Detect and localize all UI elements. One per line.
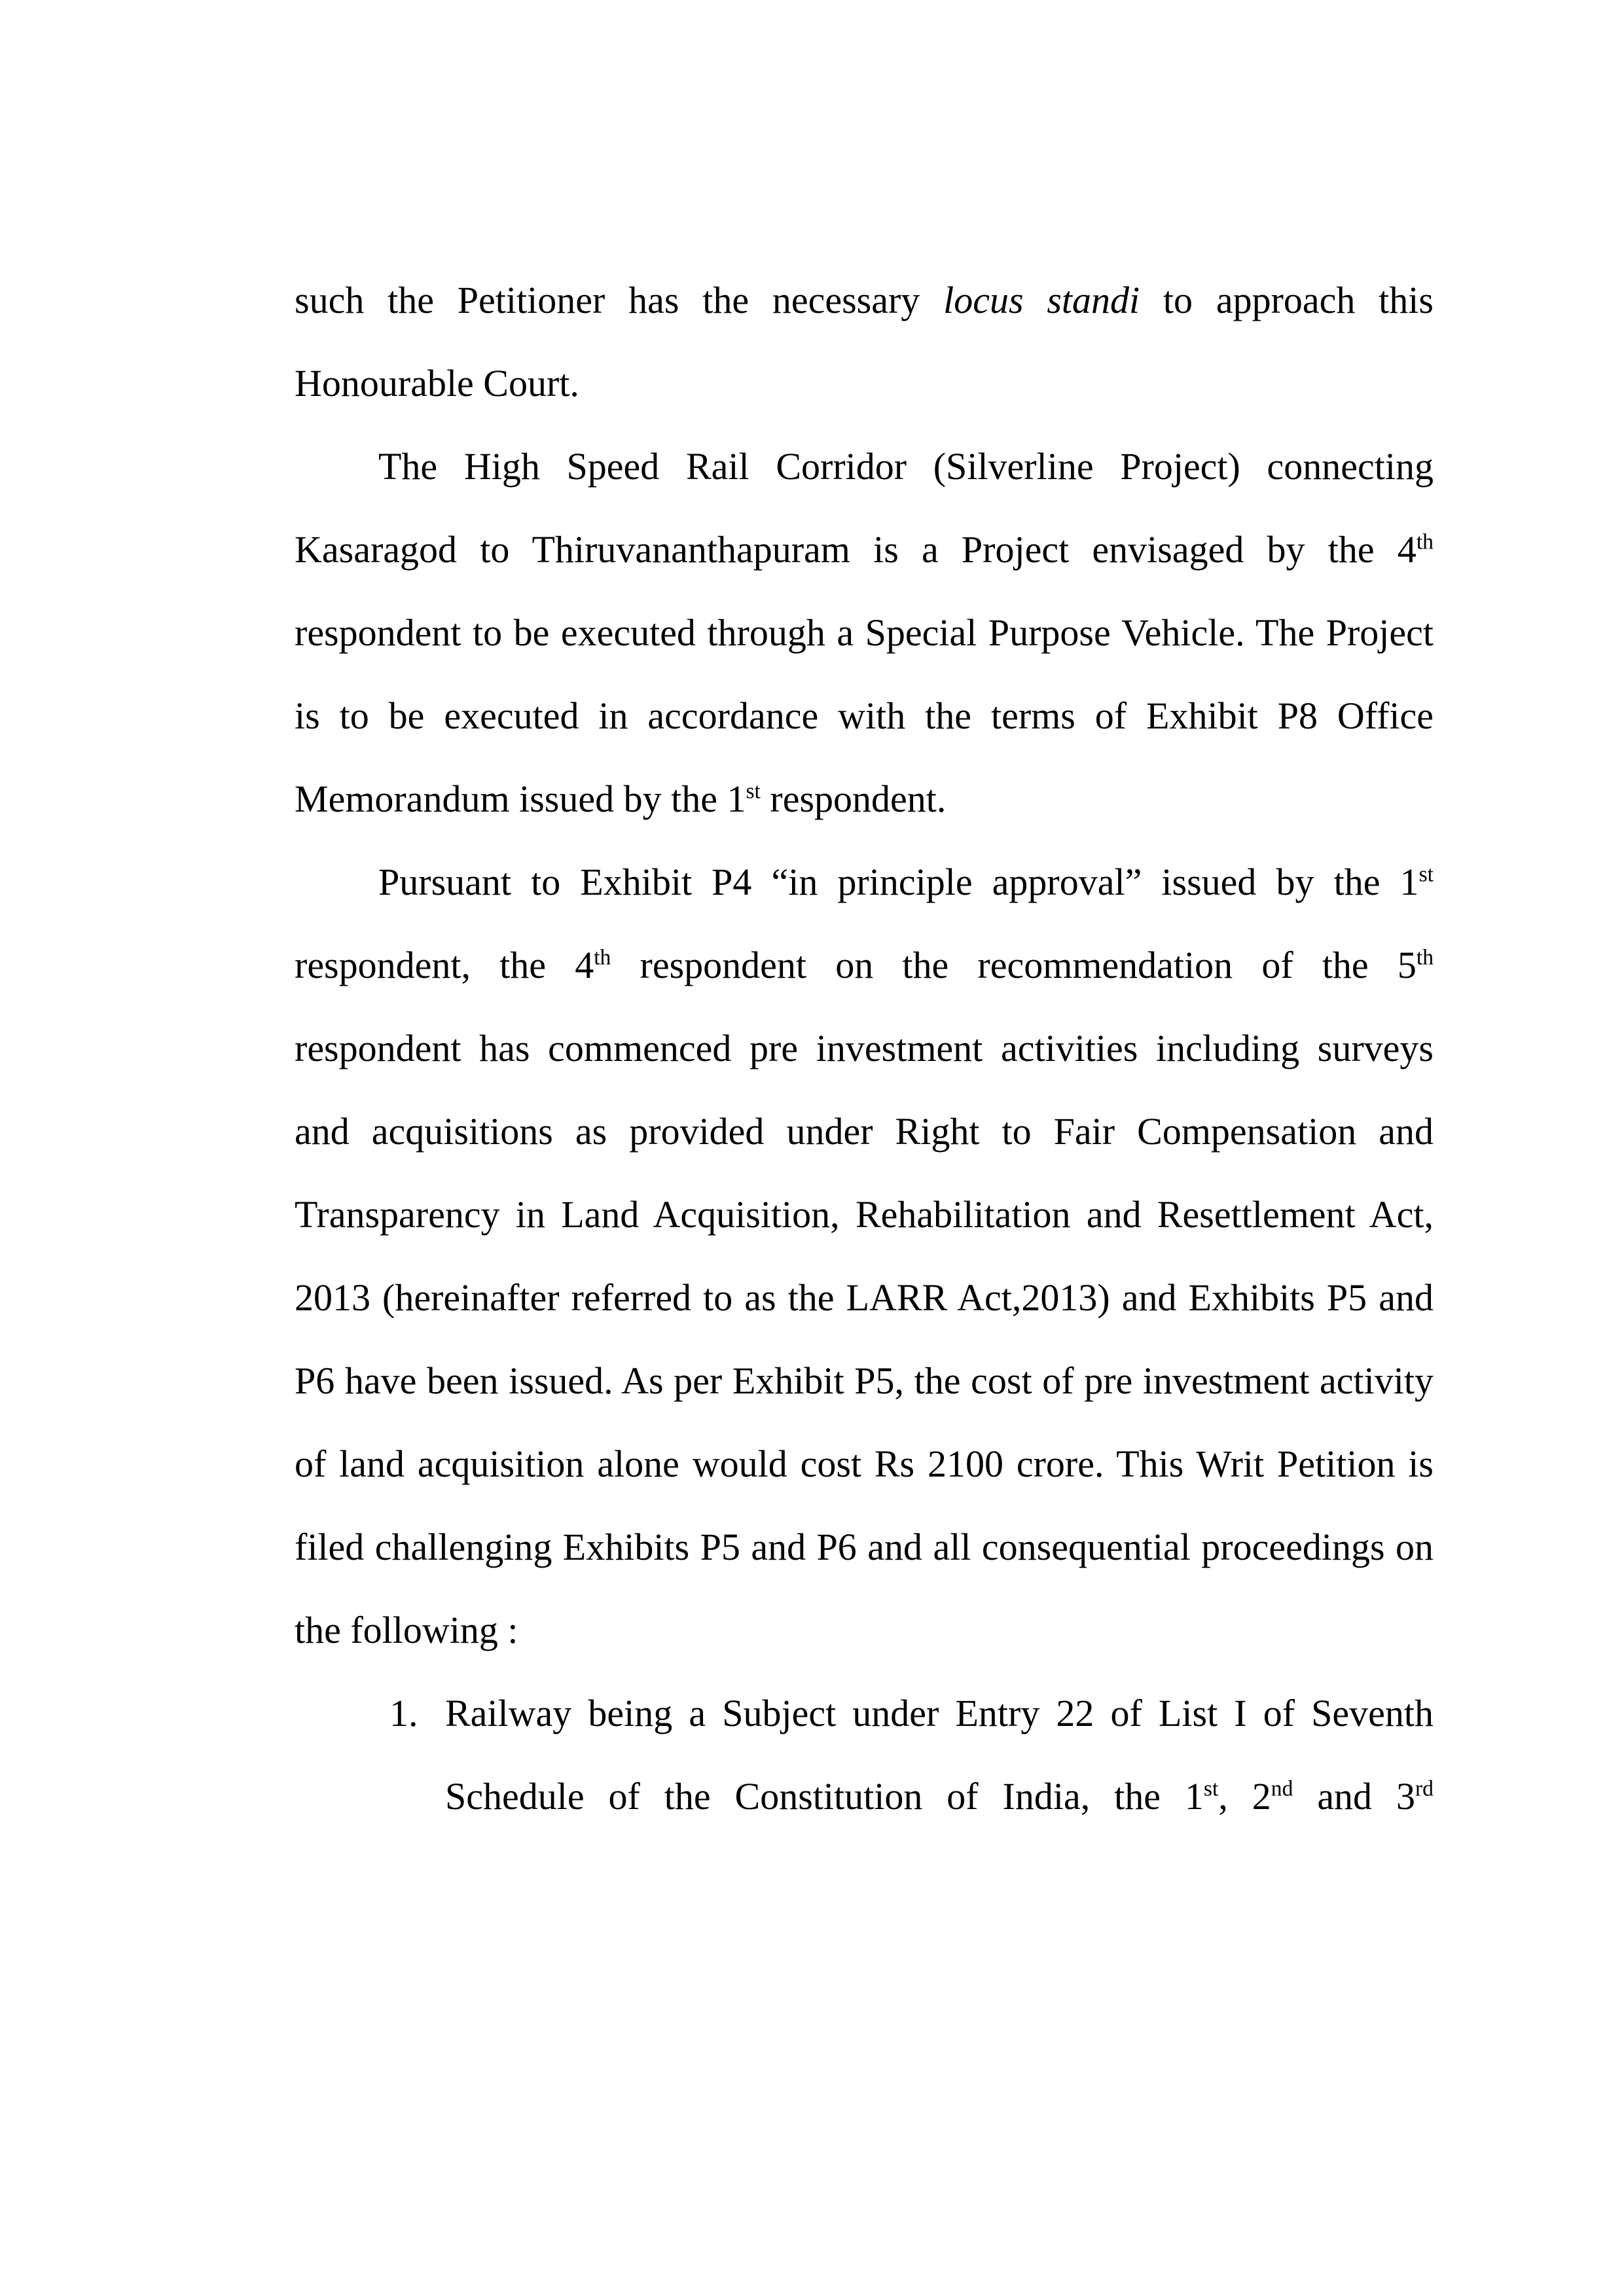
ordinal-superscript: th	[1416, 945, 1434, 970]
text-run: respondent.	[760, 778, 947, 820]
text-run: and 3	[1293, 1775, 1415, 1818]
text-run: respondent has commenced pre investment activities including surveys and acquisitions as provided under Right to Fair Compensation and Transparency in Land Acquisition, Rehabilitation and Resettlement Act, 2013 (hereinafter referred to as the LARR Act,2013) and Exhibits P5 and P6 have been issued. As per Exhibit P5, the cost of pre investment activity of land acquisition alone would cost Rs 2100 crore. This Writ Petition is filed challenging Exhibits P5 and P6 and all consequential proceedings on the following :	[295, 1027, 1434, 1651]
text-run: respondent on the recommendation of the 5	[611, 944, 1416, 986]
paragraph-pursuant-exhibit-p4	[295, 840, 1434, 1672]
ordinal-superscript: st	[746, 779, 761, 804]
text-run: respondent to be executed through a Special Purpose Vehicle. The Project is to be executed in accordance with the terms of Exhibit P8 Office Memorandum issued by the 1	[295, 611, 1434, 820]
list-item	[295, 1672, 1434, 1838]
ordinal-superscript: st	[1418, 862, 1434, 887]
document-text-column	[295, 259, 1434, 1838]
list-item-text	[445, 1692, 1434, 1818]
list-item-marker: 1.	[389, 1692, 418, 1734]
ordinal-superscript: nd	[1271, 1776, 1293, 1801]
ordinal-superscript: th	[1416, 529, 1434, 554]
ordinal-superscript: rd	[1415, 1776, 1434, 1801]
ordinal-superscript: th	[594, 945, 611, 970]
text-run: such the Petitioner has the necessary	[295, 279, 944, 321]
italic-latin-phrase: locus standi	[943, 279, 1140, 321]
text-run: Pursuant to Exhibit P4 “in principle approval” issued by the 1	[378, 861, 1419, 903]
paragraph-locus-standi	[295, 259, 1434, 425]
ordinal-superscript: st	[1203, 1776, 1219, 1801]
text-run: Railway being a Subject under Entry 22 of List I of Seventh Schedule of the Constitution of India, the 1	[445, 1692, 1434, 1818]
text-run: respondent, the 4	[295, 944, 594, 986]
grounds-numbered-list	[295, 1672, 1434, 1838]
text-run: The High Speed Rail Corridor (Silverline Project) connecting Kasaragod to Thiruvananthapuram is a Project envisaged by the 4	[295, 445, 1434, 571]
text-run: , 2	[1218, 1775, 1271, 1818]
paragraph-silverline-project	[295, 425, 1434, 840]
text-run: to approach this Honourable Court.	[295, 279, 1434, 404]
